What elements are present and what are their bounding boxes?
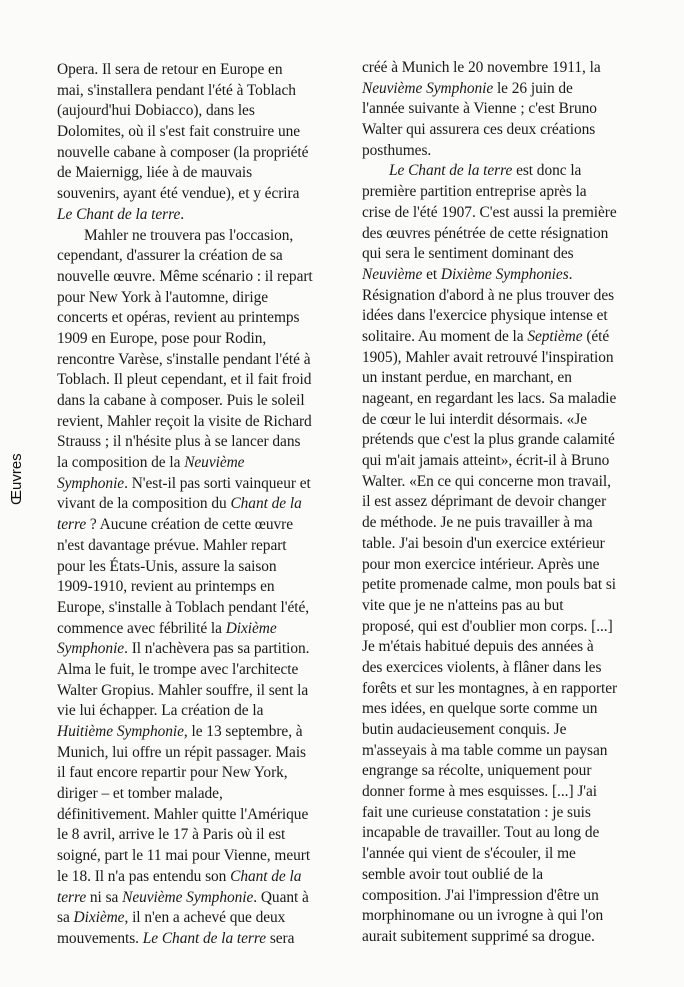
right-column-line bbox=[362, 430, 632, 451]
text-segment: ? Aucune création de cette œuvre bbox=[86, 516, 293, 534]
italic-title-text: Neuvième bbox=[362, 265, 423, 283]
text-segment: pour mon exercice intérieur. Après une bbox=[362, 555, 600, 573]
right-column-line bbox=[362, 886, 632, 907]
text-segment: engrange sa récolte, uniquement pour bbox=[362, 762, 592, 780]
right-column-line bbox=[362, 203, 632, 224]
text-segment: incapable de travailler. Tout au long de bbox=[362, 824, 600, 842]
text-segment: idées dans l'exercice physique intense et bbox=[362, 307, 608, 325]
left-column-line bbox=[57, 184, 359, 205]
text-segment: morphinomane ou un ivrogne à qui l'on bbox=[362, 907, 604, 925]
text-segment: proposé, qui est d'oublier mon corps. [...] bbox=[362, 617, 613, 635]
text-segment: forêts et sur les montagnes, à en rapporter bbox=[362, 679, 618, 697]
left-column-line bbox=[57, 536, 359, 557]
italic-title-text: terre bbox=[57, 516, 87, 534]
left-column-line bbox=[57, 888, 359, 909]
left-column-line bbox=[57, 577, 359, 598]
text-segment: Opera. Il sera de retour en Europe en bbox=[57, 61, 283, 78]
right-text-column bbox=[362, 58, 632, 948]
text-segment: . Il n'achèvera pas sa partition. bbox=[124, 640, 310, 658]
right-column-line bbox=[362, 617, 632, 638]
text-segment: Alma le fuit, le trompe avec l'architecte bbox=[57, 660, 299, 678]
text-segment: pour New York à l'automne, dirige bbox=[57, 288, 268, 306]
text-segment: Dolomites, où il s'est fait construire une bbox=[57, 123, 301, 141]
left-column-line bbox=[57, 267, 359, 288]
left-column-line bbox=[57, 288, 359, 309]
italic-title-text: Chant de la bbox=[230, 867, 302, 885]
italic-title-text: Le Chant de la terre bbox=[57, 205, 181, 223]
right-column-line bbox=[362, 803, 632, 824]
text-segment: nouvelle cabane à composer (la propriété bbox=[57, 143, 309, 161]
left-column-line bbox=[57, 246, 359, 267]
left-column-line bbox=[57, 598, 359, 619]
text-segment: composition. J'ai l'impression d'être un bbox=[362, 886, 599, 904]
text-segment: , il n'en a achevé que deux bbox=[124, 909, 286, 927]
left-column-line bbox=[57, 412, 359, 433]
text-segment: donner forme à mes esquisses. [...] J'ai bbox=[362, 783, 597, 801]
text-segment: . bbox=[568, 265, 573, 283]
text-segment: l'année suivante à Vienne ; c'est Bruno bbox=[362, 100, 597, 118]
right-column-line bbox=[362, 244, 632, 265]
text-segment: Europe, s'installe à Toblach pendant l'été, bbox=[57, 598, 310, 616]
text-segment: prétends que c'est la plus grande calamité bbox=[362, 431, 615, 449]
right-column-line bbox=[362, 224, 632, 245]
right-column-line bbox=[362, 782, 632, 803]
text-segment: vie lui échapper. La création de la bbox=[57, 702, 264, 720]
text-segment: m'asseyais à ma table comme un paysan bbox=[362, 741, 608, 759]
text-segment: solitaire. Au moment de la bbox=[362, 327, 528, 345]
text-segment: il faut encore repartir pour New York, bbox=[57, 764, 288, 782]
text-segment: un instant perdue, en marchant, en bbox=[362, 369, 572, 387]
text-segment: soigné, part le 11 mai pour Vienne, meurt bbox=[57, 847, 311, 865]
text-segment: de méthode. Je ne puis travailler à ma bbox=[362, 514, 593, 532]
italic-title-text: Symphonie bbox=[57, 474, 125, 492]
text-segment: . bbox=[180, 205, 185, 223]
left-column-line bbox=[57, 432, 359, 453]
left-column-line bbox=[57, 825, 359, 846]
text-segment: mouvements. bbox=[57, 929, 143, 947]
text-segment: Walter Gropius. Mahler souffre, il sent la bbox=[57, 681, 309, 699]
right-column-line bbox=[362, 534, 632, 555]
text-segment: n'est davantage prévue. Mahler repart bbox=[57, 536, 287, 554]
text-segment: Je m'étais habitué depuis des années à bbox=[362, 638, 594, 656]
right-column-line bbox=[362, 741, 632, 762]
left-column-line bbox=[57, 515, 359, 536]
left-column-line bbox=[57, 391, 359, 412]
italic-title-text: Neuvième Symphonie bbox=[362, 79, 494, 97]
right-column-line bbox=[362, 720, 632, 741]
italic-title-text: Neuvième bbox=[184, 454, 245, 472]
left-column-line bbox=[57, 205, 359, 226]
left-column-line bbox=[57, 370, 359, 391]
right-column-line bbox=[362, 637, 632, 658]
right-column-line bbox=[362, 679, 632, 700]
left-text-column bbox=[57, 60, 359, 950]
right-column-line bbox=[362, 327, 632, 348]
right-column-line bbox=[362, 844, 632, 865]
text-segment: cependant, d'assurer la création de sa bbox=[57, 247, 283, 265]
section-side-label: Œuvres bbox=[8, 453, 25, 505]
right-column-line bbox=[362, 348, 632, 369]
left-column-line bbox=[57, 701, 359, 722]
right-column-line bbox=[362, 286, 632, 307]
text-segment: vite que je ne n'atteins pas au but bbox=[362, 596, 564, 614]
right-column-line bbox=[362, 410, 632, 431]
text-segment: des œuvres pénétrée de cette résignation bbox=[362, 224, 609, 242]
text-segment: mes idées, en quelque sorte comme un bbox=[362, 700, 598, 718]
text-segment: vivant de la composition du bbox=[57, 495, 231, 513]
right-column-line bbox=[362, 120, 632, 141]
text-segment: souvenirs, ayant été vendue), et y écrira bbox=[57, 185, 300, 203]
text-segment: Walter. «En ce qui concerne mon travail, bbox=[362, 472, 611, 490]
text-segment: mai, s'installera pendant l'été à Toblach bbox=[57, 81, 296, 99]
right-column-line bbox=[362, 513, 632, 534]
text-segment: sa bbox=[57, 909, 74, 927]
right-column-line bbox=[362, 182, 632, 203]
text-segment: petite promenade calme, mon pouls bat si bbox=[362, 576, 617, 594]
text-segment: aurait subitement supprimé sa drogue. bbox=[362, 927, 595, 945]
text-segment: , le 13 septembre, à bbox=[183, 723, 303, 740]
text-segment: crise de l'été 1907. C'est aussi la première bbox=[362, 203, 617, 221]
left-column-line bbox=[57, 494, 359, 515]
right-column-line bbox=[362, 265, 632, 286]
text-segment: première partition entreprise après la bbox=[362, 183, 587, 201]
text-segment: fait une curieuse constatation : je suis bbox=[362, 803, 591, 821]
text-segment: qui m'ait jamais atteint», écrit-il à Bruno bbox=[362, 452, 610, 470]
italic-title-text: Neuvième Symphonie bbox=[122, 888, 254, 906]
right-column-line bbox=[362, 492, 632, 513]
left-column-line bbox=[57, 143, 359, 164]
text-segment: nageant, en regardant les lacs. Sa maladie bbox=[362, 390, 617, 407]
left-column-line bbox=[57, 908, 359, 929]
left-column-line bbox=[57, 639, 359, 660]
right-column-line bbox=[362, 658, 632, 679]
text-segment: ni sa bbox=[86, 888, 123, 906]
left-column-line bbox=[57, 122, 359, 143]
left-column-line bbox=[57, 329, 359, 350]
left-column-line bbox=[57, 805, 359, 826]
text-segment: table. J'ai besoin d'un exercice extérieur bbox=[362, 534, 605, 552]
text-segment: qui sera le sentiment dominant des bbox=[362, 245, 574, 263]
right-column-line bbox=[362, 761, 632, 782]
text-segment: rencontre Varèse, s'installe pendant l'été à bbox=[57, 350, 311, 368]
text-segment: Toblach. Il pleut cependant, et il fait froid bbox=[57, 371, 312, 389]
left-column-line bbox=[57, 619, 359, 640]
text-segment: l'année qui vient de s'écouler, il me bbox=[362, 845, 576, 863]
text-segment: il est assez déprimant de devoir changer bbox=[362, 493, 607, 511]
italic-title-text: Chant de la bbox=[230, 495, 302, 513]
right-column-line bbox=[362, 823, 632, 844]
text-segment: dans la cabane à composer. Puis le soleil bbox=[57, 392, 305, 409]
text-segment: Strauss ; il n'hésite plus à se lancer dans bbox=[57, 433, 301, 451]
text-segment: (aujourd'hui Dobiacco), dans les bbox=[57, 102, 255, 120]
right-column-line bbox=[362, 927, 632, 948]
text-segment: posthumes. bbox=[362, 141, 432, 159]
right-column-line bbox=[362, 161, 632, 182]
left-column-line bbox=[57, 350, 359, 371]
right-column-line bbox=[362, 865, 632, 886]
left-column-line bbox=[57, 101, 359, 122]
text-segment: commence avec fébrilité la bbox=[57, 619, 226, 637]
left-column-line bbox=[57, 163, 359, 184]
text-segment: et bbox=[422, 265, 441, 283]
left-column-line bbox=[57, 660, 359, 681]
right-column-line bbox=[362, 368, 632, 389]
right-column-line bbox=[362, 555, 632, 576]
text-segment: butin audacieusement conquis. Je bbox=[362, 721, 567, 738]
italic-title-text: Symphonie bbox=[57, 640, 125, 658]
left-column-line bbox=[57, 743, 359, 764]
text-segment: diriger – et tomber malade, bbox=[57, 785, 223, 803]
text-segment: Résignation d'abord à ne plus trouver des bbox=[362, 286, 615, 304]
left-column-line bbox=[57, 867, 359, 888]
right-column-line bbox=[362, 596, 632, 617]
text-segment: est donc la bbox=[512, 162, 582, 180]
text-segment: sera bbox=[266, 929, 295, 947]
left-column-line bbox=[57, 557, 359, 578]
text-segment: pour les États-Unis, assure la saison bbox=[57, 557, 277, 575]
right-column-line bbox=[362, 472, 632, 493]
right-column-line bbox=[362, 389, 632, 410]
text-segment: définitivement. Mahler quitte l'Amérique bbox=[57, 805, 309, 823]
left-column-line bbox=[57, 226, 359, 247]
right-column-line bbox=[362, 699, 632, 720]
text-segment: le 26 juin de bbox=[493, 79, 573, 97]
text-segment: le 8 avril, arrive le 17 à Paris où il est bbox=[57, 826, 286, 844]
italic-title-text: Dixième bbox=[73, 909, 125, 927]
text-segment: créé à Munich le 20 novembre 1911, la bbox=[362, 59, 601, 76]
text-segment: la composition de la bbox=[57, 454, 185, 472]
left-column-line bbox=[57, 763, 359, 784]
left-column-line bbox=[57, 60, 359, 81]
left-column-line bbox=[57, 929, 359, 950]
italic-title-text: Septième bbox=[527, 327, 583, 345]
right-column-line bbox=[362, 906, 632, 927]
text-segment: Munich, lui offre un répit passager. Mais bbox=[57, 743, 306, 761]
text-segment: le 18. Il n'a pas entendu son bbox=[57, 867, 231, 885]
text-segment: de Maiernigg, liée à de mauvais bbox=[57, 164, 253, 182]
text-segment: 1905), Mahler avait retrouvé l'inspiration bbox=[362, 348, 614, 366]
text-segment: . N'est-il pas sorti vainqueur et bbox=[124, 474, 311, 492]
left-column-line bbox=[57, 81, 359, 102]
italic-title-text: Le Chant de la terre bbox=[389, 162, 513, 180]
text-segment: . Quant à bbox=[253, 888, 309, 906]
italic-title-text: terre bbox=[57, 888, 87, 906]
left-column-line bbox=[57, 784, 359, 805]
italic-title-text: Dixième bbox=[225, 619, 277, 637]
text-segment: (été bbox=[582, 327, 610, 345]
text-segment: de cœur le lui interdit désormais. «Je bbox=[362, 410, 588, 428]
left-column-line bbox=[57, 681, 359, 702]
text-segment: des exercices violents, à flâner dans les bbox=[362, 658, 602, 676]
left-column-line bbox=[57, 846, 359, 867]
text-segment: nouvelle œuvre. Même scénario : il repart bbox=[57, 267, 313, 285]
text-segment: 1909 en Europe, pose pour Rodin, bbox=[57, 329, 267, 347]
text-segment: Walter qui assurera ces deux créations bbox=[362, 121, 596, 139]
left-column-line bbox=[57, 453, 359, 474]
italic-title-text: Huitième Symphonie bbox=[57, 723, 184, 740]
italic-title-text: Le Chant de la terre bbox=[142, 929, 267, 947]
right-column-line bbox=[362, 451, 632, 472]
text-segment: concerts et opéras, revient au printemps bbox=[57, 309, 300, 327]
right-column-line bbox=[362, 575, 632, 596]
right-column-line bbox=[362, 58, 632, 79]
text-segment: semble avoir tout oublié de la bbox=[362, 865, 544, 883]
text-segment: 1909-1910, revient au printemps en bbox=[57, 578, 275, 596]
left-column-line bbox=[57, 474, 359, 495]
right-column-line bbox=[362, 99, 632, 120]
text-segment: Mahler ne trouvera pas l'occasion, bbox=[84, 226, 294, 244]
right-column-line bbox=[362, 79, 632, 100]
right-column-line bbox=[362, 141, 632, 162]
left-column-line bbox=[57, 722, 359, 743]
right-column-line bbox=[362, 306, 632, 327]
left-column-line bbox=[57, 308, 359, 329]
text-segment: revient, Mahler reçoit la visite de Richard bbox=[57, 412, 312, 430]
italic-title-text: Dixième Symphonies bbox=[440, 265, 569, 283]
